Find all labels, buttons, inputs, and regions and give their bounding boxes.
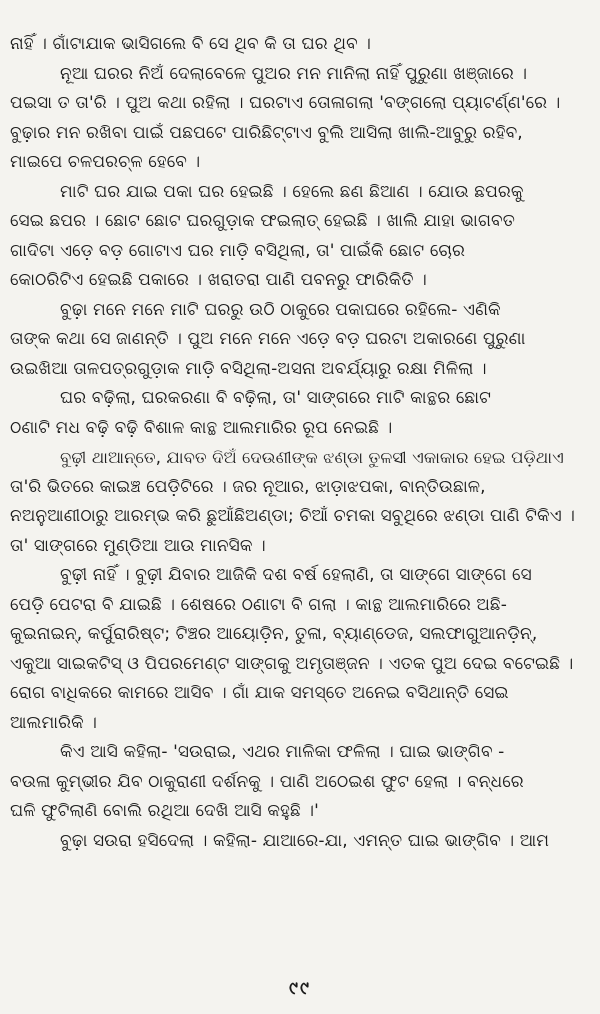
text-line: ନଅନୁଆଣୀଠାରୁ ଆରମ୍ଭ କରି ଛୁଆଁଛିଅଣ୍ଡା; ଚିଆଁ ଚମକା ସବୁଥିରେ ଝଣ୍ଡା ପାଣି ଟିକିଏ । [10,506,575,526]
text-line: ଏକୁଆ ସାଇକଟିସ୍ ଓ ପିପରମେଣ୍ଟ ସାଙ୍ଗକୁ ଅମୃତାଞ୍ଜନ । ଏତକ ପୁଅ ଦେଇ ବଟେଇଛି । [10,653,574,674]
text-line: ବୁଢ଼ୀ ଥାଆନ୍ତେ, ଯାବତ ଦିଅଁ ଦେଉଣୀଙ୍କ ଝଣ୍ଡା ତୁଳସୀ ଏକାକାର ହେଇ ପଡ଼ିଥାଏ [60,448,564,467]
page-body [10,30,578,856]
text-line: ବଉଳା କୁମ୍ଭୀର ଯିବ ଠାକୁରାଣୀ ଦର୍ଶନକୁ । ପାଣି ଅଠେଇଶ ଫୁଟ ହେଲା । ବନ୍ଧରେ [10,771,524,792]
text-line: ଗାଦିଟା ଏଡ଼େ ବଡ଼ ଗୋଟାଏ ଘର ମାଡ଼ି ବସିଥିଲା, ତା' ପାଇଁକି ଛୋଟ ଚୋର [10,240,465,261]
text-line: ବୁଢ଼ାର ମନ ରଖିବା ପାଇଁ ପଛପଟେ ପାରିଛିଟ୍‌ଟାଏ ବୁଲି ଆସିଲା ଖାଲି-ଆବୁରୁ ରହିବ, [10,122,523,143]
text-line: ନୂଆ ଘରର ନିଅଁ ଦେଲାବେଳେ ପୁଅର ମନ ମାନିଲା ନାହିଁ ପୁରୁଣା ଖଞ୍ଜାରେ । [60,63,528,84]
text-line: ଘର ବଢ଼ିଲା, ଘରକରଣା ବି ବଢ଼ିଲା, ତା' ସାଙ୍ଗରେ ମାଟି କାନ୍ଥର ଛୋଟ [60,388,492,408]
text-line: ମାଇପେ ଚଳପରଚ୍ଳ ହେବେ । [10,152,201,172]
text-line: ନାହିଁ । ଗାଁଟାଯାକ ଭାସିଗଲେ ବି ସେ ଥିବ କି ତା ଘର ଥିବ । [10,34,372,54]
text-line: ତା'ରି ଭିତରେ କାଇଞ୍ଚ ପେଡ଼ିଟିରେ । ଜର ନୂଆର, ଝାଡ଼ାଝପକା, ବାନ୍ତିଉଛାଳ, [10,476,486,497]
text-line: କୁଇନାଇନ୍, କର୍ପୁରାରିଷ୍ଟ; ଟିଞ୍ଚର ଆୟୋଡ଼ିନ, ତୁଳା, ବ୍ୟାଣ୍ଡେଜ, ସଲଫାଗୁଆନଡ଼ିନ୍, [10,624,538,644]
text-line: ପଇସା ତ ତା'ରି । ପୁଅ କଥା ରହିଲା । ଘରଟାଏ ତୋଳାଗଲା 'ବଙ୍ଗଲୋ ପ୍ୟାଟର୍ଣ୍ଣ'ରେ । [10,93,561,113]
text-line: ଠଣାଟି ମଧ ବଢ଼ି ବଢ଼ି ବିଶାଳ କାନ୍ଥ ଆଲମାରିର ରୂପ ନେଇଛି । [10,417,393,438]
text-line: କିଏ ଆସି କହିଲା- 'ସଉରାଇ, ଏଥର ମାଳିକା ଫଳିଲା । ଘାଇ ଭାଙ୍ଗିବ - [60,742,505,762]
text-line: ଆଲମାରିକି । [10,712,98,733]
text-line: ପେଡ଼ି ପେଟରା ବି ଯାଇଛି । ଶେଷରେ ଠଣାଟା ବି ଗଲା । କାନ୍ଥ ଆଲମାରିରେ ଅଛି- [10,594,507,615]
text-line: କୋଠରିଟିଏ ହେଇଛି ପକାରେ । ଖରାତରା ପାଣି ପବନରୁ ଫାରିକିତି । [10,270,427,290]
text-line: ବୁଢ଼ୀ ନାହିଁ । ବୁଢ଼ୀ ଯିବାର ଆଜିକି ଦଶ ବର୍ଷ ହେଲାଣି, ତା ସାଙ୍ଗେ ସାଙ୍ଗେ ସେ [60,565,532,585]
text-line: ତାଙ୍କ କଥା ସେ ଜାଣନ୍ତି । ପୁଅ ମନେ ମନେ ଏଡ଼େ ବଡ଼ ଘରଟା ଅକାରଣେ ପୁରୁଣା [10,329,526,349]
text-line: ରୋଗ ବାଧିକରେ କାମରେ ଆସିବ । ଗାଁ ଯାକ ସମସ୍ତେ ଅନେଇ ବସିଥାନ୍ତି ସେଇ [10,683,509,703]
text-line: ତା' ସାଙ୍ଗରେ ମୁଣ୍ଡିଆ ଆଉ ମାନସିକ । [10,535,266,556]
text-line: ବୁଢ଼ା ମନେ ମନେ ମାଟି ଘରରୁ ଉଠି ଠାକୁରେ ପକାଘରେ ରହିଲେ- ଏଣିକି [60,299,501,320]
text-line: ଉଇଖିଆ ତାଳପତ୍ରଗୁଡ଼ାକ ମାଡ଼ି ବସିଥିଲା-ଅସନା ଅବର୍ଯ୍ୟାରୁ ରକ୍ଷା ମିଳିଲା । [10,358,487,379]
text-line: ସେଇ ଛପର । ଛୋଟ ଛୋଟ ଘରଗୁଡ଼ାକ ଫଇଲାତ୍ ହେଇଛି । ଖାଲି ଯାହା ଭାଗବତ [10,211,515,231]
page-number: ୯୯ [289,978,311,999]
text-line: ବୁଢ଼ା ସଉରା ହସିଦେଲା । କହିଲା- ଯାଆରେ-ଯା, ଏମନ୍ତ ଘାଇ ଭାଙ୍ଗିବ । ଆମ [60,830,550,851]
text-line: ମାଟି ଘର ଯାଇ ପକା ଘର ହେଇଛି । ହେଲେ ଛଣ ଛିଆଣ । ଯୋଉ ଛପରକୁ [60,181,524,202]
text-line: ଘଳି ଫୁଟିଲାଣି ବୋଲି ରଥିଆ ଦେଖି ଆସି କହୁଛି ।' [10,801,319,821]
